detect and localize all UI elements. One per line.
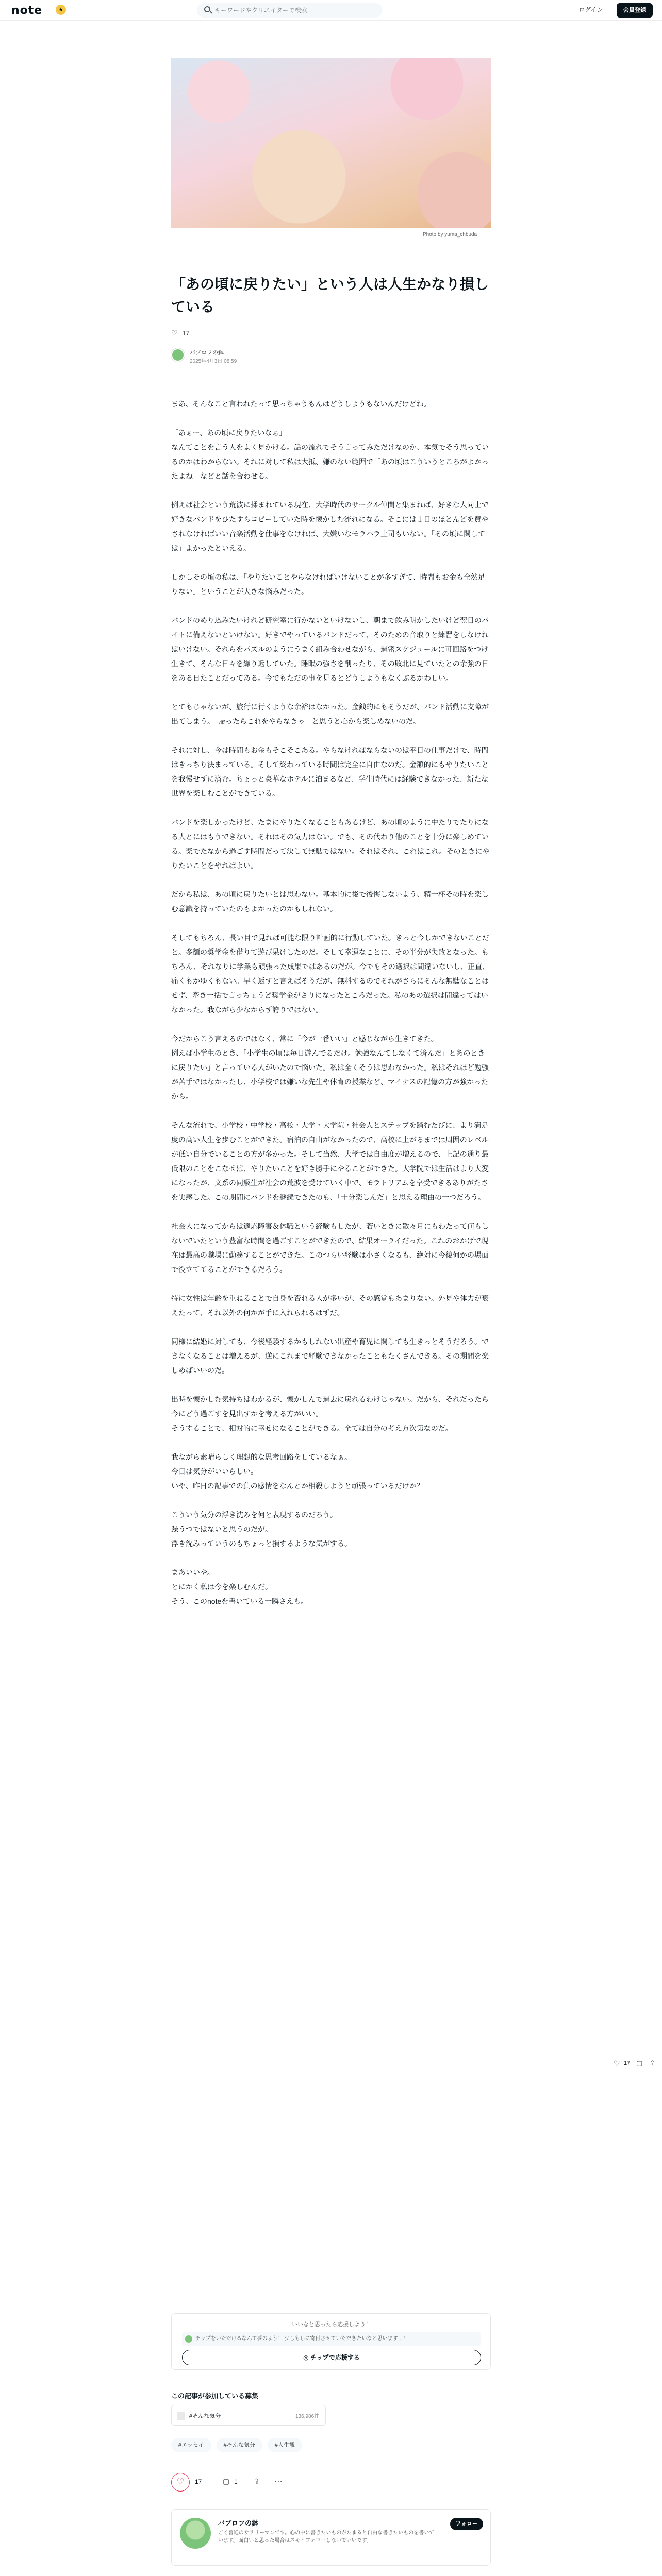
tip-icon: ◎ [303, 2354, 310, 2361]
share-icon[interactable]: ⇪ [254, 2477, 260, 2485]
magazine-name: #そんな気分 [189, 2413, 221, 2419]
top-bar [0, 0, 662, 21]
photo-credit: Photo by yuma_chbuda [423, 232, 477, 238]
paragraph: こういう気分の浮き沈みを何と表現するのだろう。 躁うつではないと思うのだが。 浮き沈みっていうのもちょっと損するような気がする。 [171, 1511, 352, 1548]
paragraph: 今だからこう言えるのではなく、常に「今が一番いい」と感じながら生きてきた。 例えば小学生のとき、「小学生の頃は毎日遊んでるだけ。勉強なんてしなくて済んだ」とあのときに戻りたい」と言っている人がいたので悩いた。私は全くそうは思わなかった。私はそれほど勉強が苦手ではなかったし、小学校では嫌いな先生や体育の授業など、マイナスの記憶の方が強かったから。 [171, 1035, 489, 1100]
paragraph: だから私は、あの頃に戻りたいとは思わない。基本的に後で後悔しないよう、精一杯その時を楽しむ意識を持っていたのもよかったのかもしれない。 [171, 890, 489, 913]
paragraph: 「あぁー、あの頃に戻りたいなぁ」 なんてことを言う人をよく見かける。話の流れでそう言ってみただけなのか、本気でそう思っているのかはわからない。それに対して私は大抵、嫌のない範囲で「あの頃はこういうところがよかったよね」などと話を合わせる。 [171, 429, 489, 480]
floating-share-icon[interactable]: ⇪ [650, 2059, 655, 2067]
heart-icon[interactable]: ♡ [171, 329, 178, 337]
note-logo[interactable]: note [11, 4, 43, 17]
like-count-bottom: 17 [195, 2478, 202, 2485]
more-icon[interactable]: ⋯ [274, 2477, 283, 2486]
support-box [171, 2313, 491, 2370]
paragraph: まあいいや。 とにかく私は今を楽しむんだ。 そう、このnoteを書いている一瞬さえも。 [171, 1568, 308, 1605]
profile-description: ごく普通のサラリーマンです。心の中に書きたいものがたまると自由な書きたいものを書いています。面白いと思った場合はスキ・フォローしないでいいです。 [218, 2530, 435, 2544]
author-avatar[interactable] [171, 348, 185, 362]
paragraph: バンドを楽しかったけど、たまにやりたくなることもあるけど、あの頃のように中たりでたりになる人とにはもうできない。それはその気力はない。でも、その代わり他のことを十分に楽しめている。楽でたなから過ごす時間だって決して無駄ではない。それはそれ、これはこれ。そのときにやりたいことをやればよい。 [171, 818, 490, 870]
like-summary [171, 329, 189, 337]
article-title: 「あの頃に戻りたい」という人は人生かなり損している [171, 276, 489, 315]
paragraph: そんな流れで、小学校・中学校・高校・大学・大学院・社会人とステップを踏むたびに、より満足度の高い人生を歩むことができた。宿泊の自由がなかったので、高校に上がるまでは周囲のレベルが低い自分でいることの方が多かった。そして当然、大学では自由度が増えるので、上記の通り最低限のことをこなせば、やりたいことを好き勝手にやることができた。大学院では生活はより大変になったが、文系の同級生が社会の荒波を受けていく中で、モラトリアムを享受できるありがたさを実感した。この期間にバンドを継続できたのも、「十分楽しんだ」と思える理由の一つだろう。 [171, 1121, 489, 1201]
paragraph: 社会人になってからは適応障害＆休職という経験もしたが、若いときに散々月にもわたって何もしないでいたという豊富な時間を過ごすことができたので、結果オーライだった。これのおかげで現在は最高の職場に勤務することができた。このつらい経験は小さくなるも、絶対に今後何かの場面で役立ててることができるだろう。 [171, 1222, 489, 1274]
support-title: いいなと思ったら応援しよう！ [292, 2321, 371, 2328]
hashtag-icon [177, 2412, 185, 2420]
tag-essay[interactable]: #エッセイ [171, 2438, 211, 2452]
search-icon [204, 6, 210, 12]
comment-icon[interactable]: ▢ [223, 2477, 230, 2485]
floating-comment-icon[interactable]: ▢ [636, 2059, 643, 2067]
anniversary-badge-icon: ★ [56, 5, 66, 15]
floating-actions [614, 2058, 660, 2071]
tag-list [171, 2438, 302, 2452]
magazine-card[interactable] [171, 2405, 326, 2426]
like-button[interactable]: ♡ [171, 2473, 190, 2492]
article-actions [171, 2473, 491, 2494]
paragraph: 特に女性は年齢を重ねることで自身を否れる人が多いが、その感覚もあまりない。外見や体力が衰えたって、それ以外の何かが手に入れられるはずだ。 [171, 1294, 489, 1317]
profile-avatar[interactable] [180, 2518, 211, 2549]
paragraph: 出時を懐かしむ気持ちはわかるが、懐かしんで過去に戻れるわけじゃない。だから、それだったら今にどう過ごすを見出すかを考える方がいい。 そうすることで、相対的に幸せになることができる。全ては自分の考え方次第なのだ。 [171, 1395, 489, 1432]
paragraph: それに対し、今は時間もお金もそこそこある。やらなければならないのは平日の仕事だけで、時間はきっちり決まっている。そして終わっている時間は完全に自由なのだ。金額的にもやりたいことを我慢せずに済む。ちょっと豪華なホテルに泊まるなど、学生時代には経験できなかった、新たな世界を楽しむことができている。 [171, 746, 489, 798]
follow-button[interactable]: フォロー [450, 2518, 483, 2530]
magazine-section-title: この記事が参加している募集 [171, 2392, 259, 2400]
paragraph: とてもじゃないが、旅行に行くような余裕はなかった。金銭的にもそうだが、バンド活動に支障が出てしまう。「帰ったらこれをやらなきゃ」と思うと心から楽しめないのだ。 [171, 703, 489, 725]
hero-image [171, 58, 491, 228]
floating-like-count: 17 [624, 2060, 631, 2066]
support-message-text: チップをいただけるなんて夢のよう！ 少しもしに寄付させていただきたいなと思います…！ [195, 2336, 408, 2342]
tip-button-label: チップで応援する [310, 2354, 360, 2361]
tag-life[interactable]: #人生観 [268, 2438, 302, 2452]
author-name[interactable]: バブロフの鉢 [190, 350, 224, 356]
paragraph: 同様に結婚に対しても、今後経験するかもしれない出産や育児に関しても生きっとそうだろう。できなくなることは増えるが、逆にこれまで経験できなかったこともたくさんできる。その期間を楽しめばいいのだ。 [171, 1337, 489, 1375]
paragraph: しかしその頃の私は、「やりたいことやらなければいけないことが多すぎて、時間もお金も全然足りない」ということが大きな悩みだった。 [171, 573, 485, 596]
paragraph: 我ながら素晴らしく理想的な思考回路をしているなぁ。 今日は気分がいいらしい。 いや、昨日の記事での負の感情をなんとか相殺しようと頑張っているだけか？ [171, 1453, 424, 1490]
author-mini-avatar [185, 2335, 192, 2343]
signup-button[interactable]: 会員登録 [617, 3, 653, 18]
paragraph: 例えば社会という荒波に揉まれている現在、大学時代のサークル仲間と集まれば、好きな人同士で好きなバンドをひたすらコピーしていた時を懐かしむ流れになる。そこには１日のほとんどを費やされなければいい音楽活動を仕事をなければ、大嫌いなモラハラ上司もいない。「その頃に関しては」よかったといえる。 [171, 501, 489, 552]
tip-button[interactable] [182, 2350, 481, 2365]
author-profile-card [171, 2509, 491, 2566]
like-count: 17 [182, 330, 190, 337]
search-input[interactable] [197, 3, 383, 18]
tag-mood[interactable]: #そんな気分 [217, 2438, 262, 2452]
paragraph: バンドのめり込みたいけれど研究室に行かないといけないし、朝まで飲み明かしたいけど翌日のバイトに備えないといけない。好きでやっているバンドだって、そのための音取りと練習をしなければいけない。それらをパズルのようにうまく組み合わせながら、過密スケジュールに可回路をつけ生きて、そんな日々を繰り返していた。睡眠の強さを削ったり、その敗北に見ていたとの余強の日をある日たことだってある。今でもただの事を見るとどうしようもなくぶるかわしい。 [171, 616, 489, 682]
magazine-count: 136,986件 [295, 2414, 320, 2419]
paragraph: そしてもちろん、長い目で見れば可能な限り計画的に行動していた。きっと今しかできないことだと。多額の奨学金を借りて遊び呆けしたのだ。そして幸運なことに、その半分が失敗となった。もちろん、それなりに学業も頑張った成果ではあるのだが。今でもその選択は間違いないし、正直、痛くもかゆくもない。早く返すと言えばそうだが、無料するのでそれがさらにそんな無駄なことはせず、牽き一括で言っちょうど奨学金がさりになったところだった。私のあの選択は間違ってはいなかった。我ながら少なからず誇りではない。 [171, 934, 489, 1014]
floating-heart-icon[interactable]: ♡ [614, 2059, 620, 2067]
article-body [171, 397, 491, 1623]
profile-name[interactable]: バブロフの鉢 [218, 2519, 259, 2527]
publish-date: 2025年4月3日 08:59 [190, 359, 237, 364]
paragraph: まあ、そんなこと言われたって思っちゃうもんはどうしようもないんだけどね。 [171, 400, 431, 408]
login-link[interactable]: ログイン [578, 6, 603, 13]
comment-count: 1 [234, 2478, 238, 2485]
support-message [182, 2332, 481, 2346]
